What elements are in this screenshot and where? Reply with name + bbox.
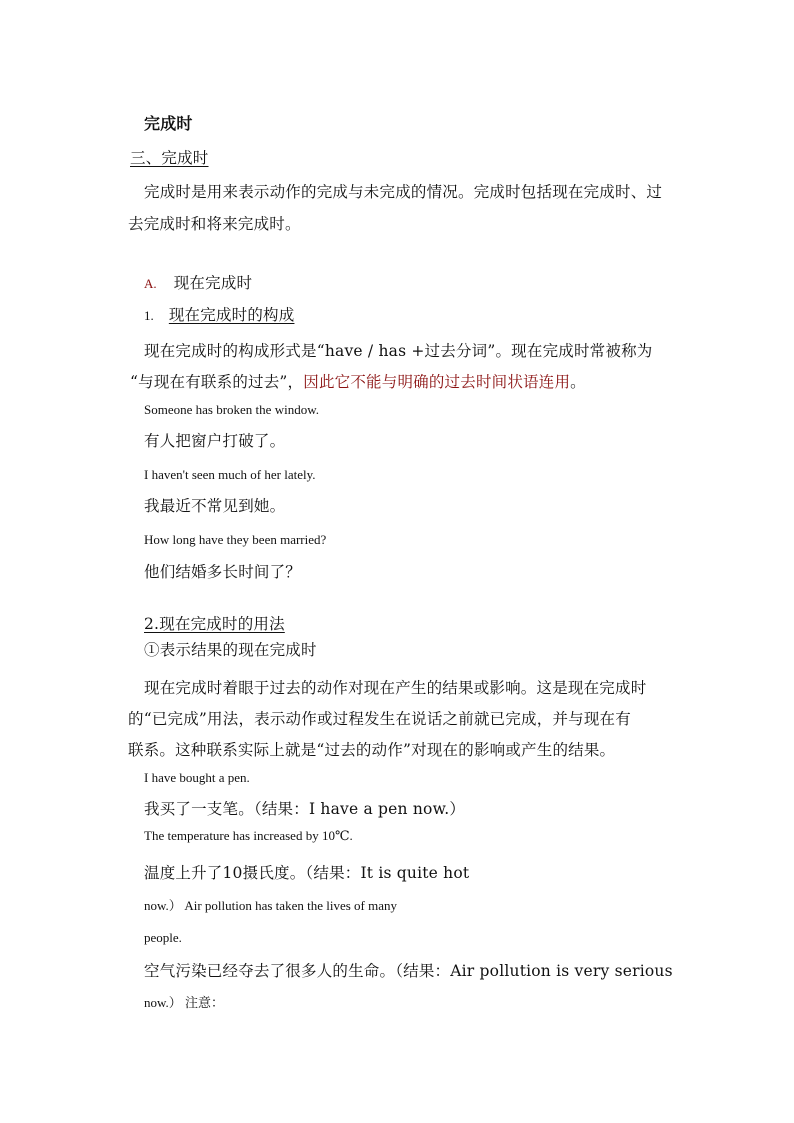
item-1-title: 现在完成时的构成 — [168, 306, 295, 324]
example-6-continued: now.） 注意： — [144, 995, 225, 1010]
form-line-2-plain: “与现在有联系的过去”， — [130, 373, 304, 391]
item-1-heading — [144, 307, 294, 324]
form-line-2-end: 。 — [570, 373, 586, 391]
form-line-2 — [130, 375, 586, 391]
subsection-a-heading — [144, 275, 252, 292]
item-1-marker: 1. — [144, 308, 154, 323]
form-line-2-highlight: 因此它不能与明确的过去时间状语连用 — [303, 373, 571, 391]
section-heading: 三、完成时 — [130, 149, 209, 167]
example-5-english: The temperature has increased by 10℃. — [144, 828, 353, 843]
example-2-chinese: 我最近不常见到她。 — [144, 497, 286, 515]
example-6-chinese: 空气污染已经夺去了很多人的生命。（结果：Air pollution is very serious — [144, 962, 673, 980]
example-3-chinese: 他们结婚多长时间了？ — [144, 563, 302, 581]
usage-line-2: 的“已完成”用法，表示动作或过程发生在说话之前就已完成，并与现在有 — [128, 710, 631, 728]
document-title: 完成时 — [144, 114, 193, 133]
item-2-heading: 2.现在完成时的用法 — [144, 615, 285, 633]
usage-line-3: 联系。这种联系实际上就是“过去的动作”对现在的影响或产生的结果。 — [128, 741, 616, 759]
form-line-1: 现在完成时的构成形式是“have / has +过去分词”。现在完成时常被称为 — [144, 342, 653, 360]
example-5-continued: now.） Air pollution has taken the lives of many — [144, 898, 397, 913]
example-4-chinese: 我买了一支笔。（结果：I have a pen now.） — [144, 800, 466, 818]
subsection-a-title: 现在完成时 — [173, 274, 253, 292]
example-1-chinese: 有人把窗户打破了。 — [144, 432, 286, 450]
usage-line-1: 现在完成时着眼于过去的动作对现在产生的结果或影响。这是现在完成时 — [144, 679, 647, 697]
example-1-english: Someone has broken the window. — [144, 402, 319, 417]
intro-line-2: 去完成时和将来完成时。 — [128, 215, 301, 233]
example-4-english: I have bought a pen. — [144, 770, 250, 785]
intro-line-1: 完成时是用来表示动作的完成与未完成的情况。完成时包括现在完成时、过 — [144, 183, 663, 201]
example-2-english: I haven't seen much of her lately. — [144, 467, 316, 482]
example-3-english: How long have they been married? — [144, 532, 327, 547]
subsection-a-marker: A. — [144, 276, 157, 291]
example-5-chinese: 温度上升了10摄氏度。（结果：It is quite hot — [144, 864, 470, 882]
example-6-english-end: people. — [144, 930, 182, 945]
usage-1-heading: ①表示结果的现在完成时 — [144, 641, 317, 659]
